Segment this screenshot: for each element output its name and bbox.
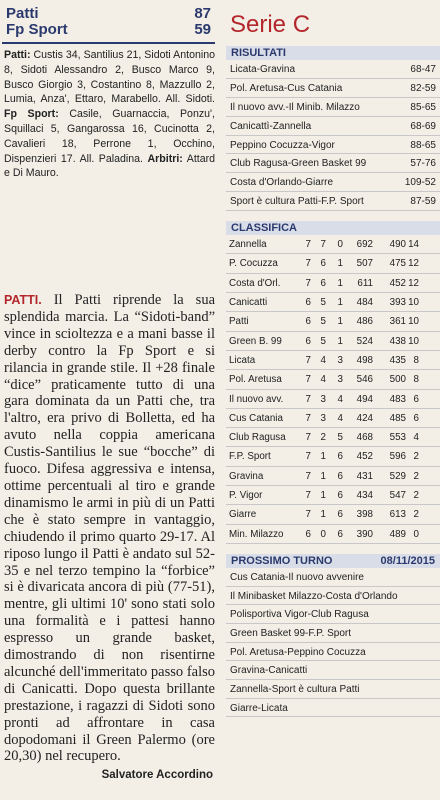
standings-played: 7 [305,470,311,482]
result-row [226,98,440,117]
standings-points-against: 438 [389,335,406,347]
section-title: Serie C [230,11,311,38]
standings-points: 6 [413,412,419,424]
standings-played: 6 [305,528,311,540]
fp-lineup: Casile, Guarnaccia, Ponzu', Squillaci 5, Gangarossa 16, Cucinotta 2, Cavalieri 18, Perrone 1, Occhino, Dispenzieri 17. All. Paladina. [4,108,215,165]
result-score: 85-65 [410,101,436,113]
standings-lost: 4 [337,412,343,424]
standings-points-against: 393 [389,297,406,309]
standings-lost: 6 [337,451,343,463]
results-title: RISULTATI [231,47,286,59]
standings-team: Patti [229,316,249,328]
standings-team: Zannella [229,239,267,251]
results-table [226,60,440,211]
standings-points-for: 398 [356,509,373,521]
standings-lost: 1 [337,335,343,347]
next-round-match: Green Basket 99-F.P. Sport [226,624,440,643]
standings-won: 7 [320,239,326,251]
standings-points: 14 [408,239,419,251]
standings-played: 7 [305,354,311,366]
standings-points-against: 553 [389,432,406,444]
standings-played: 7 [305,489,311,501]
standings-points-for: 484 [356,297,373,309]
result-match: Costa d'Orlando-Giarre [230,177,334,189]
standings-points-for: 498 [356,354,373,366]
standings-team: Canicatti [229,297,268,309]
standings-won: 6 [320,258,326,270]
standings-lost: 3 [337,374,343,386]
standings-row [226,525,440,544]
standings-played: 6 [305,335,311,347]
standings-played: 7 [305,412,311,424]
standings-team: Club Ragusa [229,432,286,444]
patti-lineup-label: Patti: [4,49,31,61]
standings-team: F.P. Sport [229,451,271,463]
standings-points: 10 [408,297,419,309]
dateline: PATTI. [4,293,42,307]
result-row [226,192,440,211]
standings-played: 7 [305,393,311,405]
referees-label: Arbitri: [147,152,183,165]
standings-points-for: 546 [356,374,373,386]
standings-team: P. Cocuzza [229,258,278,270]
next-round-match: Gravina-Canicatti [226,661,440,680]
standings-lost: 6 [337,509,343,521]
standings-points: 10 [408,316,419,328]
result-score: 68-47 [410,64,436,75]
article-column [0,0,219,800]
standings-won: 1 [320,451,326,463]
final-score [2,6,215,44]
article-body [0,286,219,765]
standings-team: Licata [229,354,256,366]
standings-played: 7 [305,277,311,289]
standings-team: P. Vigor [229,489,263,501]
standings-row [226,351,440,370]
result-score: 109-52 [404,177,436,189]
result-row [226,60,440,79]
standings-won: 4 [320,374,326,386]
standings-row [226,447,440,466]
standings-played: 7 [305,258,311,270]
standings-points: 2 [413,451,419,463]
standings-played: 7 [305,509,311,521]
article-text: Il Patti riprende la sua splendida marcia. La “Sidoti-band” vince in scioltezza e a mani basse il derby contro la Fp Sport e si rilancia in grande stile. Il +28 finale “dice” praticamente tutto di una gara dominata da un Patti che, tra l'altro, era privo di Bolletta, ed ha avuto nella coppia americana Custis-Santilius le sue “bocche” di fuoco. Difesa aggressiva e intensa, ottime percentuali al tiro e grande dinamismo le armi in più di un Patti che è stato sempre in vantaggio, chiudendo il primo quarto 29-17. Al riposo lungo il Patti è andato sul 52-35 e nel terzo tempino la “forbice” si è divaricata ancora di più (77-51), mentre, gli ultimi 10' sono stati solo una formalità e i pattesi hanno espresso un grande basket, dimostrando di non risentirne alcunché dell'immeritato passo falso di Canicatti. Dopo questa brillante prestazione, i ragazzi di Sidoti sono pronti ad affrontare in casa dopodomani il Green Palermo (ore 20,30) nel recupero. [4,292,216,765]
standings-points-against: 361 [389,316,406,328]
standings-row [226,505,440,524]
standings-points-for: 611 [357,277,373,289]
standings-lost: 1 [337,316,343,328]
standings-played: 7 [305,374,311,386]
standings-team: Green B. 99 [229,335,282,347]
result-score: 87-59 [410,196,436,208]
next-round-match: Giarre-Licata [226,699,440,718]
standings-won: 3 [320,393,326,405]
result-match: Pol. Aretusa-Cus Catania [230,82,343,94]
standings-row [226,390,440,409]
standings-points-for: 507 [356,258,373,270]
standings-points: 10 [408,335,419,347]
standings-points-against: 485 [389,412,406,424]
standings-row [226,332,440,351]
result-match: Sport è cultura Patti-F.P. Sport [230,196,364,208]
standings-points-for: 431 [356,470,373,482]
standings-played: 7 [305,432,311,444]
result-score: 88-65 [410,139,436,151]
result-score: 82-59 [410,82,436,94]
result-match: Il nuovo avv.-Il Minib. Milazzo [230,101,360,113]
standings-won: 6 [320,277,326,289]
results-header [226,46,440,60]
result-score: 57-76 [410,158,436,170]
result-match: Peppino Cocuzza-Vigor [230,139,335,151]
standings-won: 1 [320,470,326,482]
standings-won: 5 [320,335,326,347]
result-match: Licata-Gravina [230,64,296,75]
standings-won: 1 [320,509,326,521]
fp-lineup-label: Fp Sport: [4,108,59,121]
standings-points-against: 483 [389,393,406,405]
patti-lineup: Custis 34, Santilius 21, Sidoti Antonino 8, Sidoti Alessandro 2, Busco Marco 9, Busco Giorgio 3, Costantino 8, Mazzullo 2, Lumia, Anza', Ettaro, Marabello. All. Sidoti. [4,49,215,106]
standings-lost: 1 [337,297,343,309]
standings-won: 3 [320,412,326,424]
standings-lost: 6 [337,489,343,501]
standings-points: 2 [413,509,419,521]
next-round-match: Zannella-Sport è cultura Patti [226,680,440,699]
standings-lost: 4 [337,393,343,405]
standings-points: 12 [408,258,419,270]
standings-team: Cus Catania [229,412,283,424]
standings-points-for: 494 [356,393,373,405]
standings-points: 2 [413,470,419,482]
standings-lost: 6 [337,470,343,482]
result-row [226,136,440,155]
home-team: Patti [6,5,39,22]
standings-points-against: 547 [389,489,406,501]
standings-points: 8 [413,374,419,386]
standings-row [226,254,440,273]
standings-points-against: 435 [389,354,406,366]
standings-points-against: 596 [389,451,406,463]
standings-row [226,409,440,428]
next-round-list [226,568,440,718]
standings-column [226,0,440,800]
standings-points: 2 [413,489,419,501]
standings-points-for: 692 [356,239,373,251]
standings-points-against: 500 [389,374,406,386]
standings-points: 8 [413,354,419,366]
standings-header [226,221,440,235]
standings-won: 0 [320,528,326,540]
standings-lost: 6 [337,528,343,540]
standings-team: Gravina [229,470,264,482]
standings-table [226,235,440,544]
standings-team: Costa d'Orl. [229,277,281,289]
standings-row [226,235,440,254]
standings-lost: 1 [337,277,343,289]
next-round-match: Cus Catania-Il nuovo avvenire [226,568,440,587]
next-round-header [226,554,440,568]
standings-won: 5 [320,297,326,309]
standings-won: 4 [320,354,326,366]
standings-row [226,486,440,505]
standings-team: Giarre [229,509,257,521]
standings-won: 2 [320,432,326,444]
standings-row [226,370,440,389]
standings-points-against: 529 [389,470,406,482]
home-score: 87 [194,5,211,22]
standings-row [226,312,440,331]
result-row [226,79,440,98]
standings-points-for: 524 [356,335,373,347]
standings-team: Pol. Aretusa [229,374,282,386]
standings-points-for: 390 [356,528,373,540]
result-match: Club Ragusa-Green Basket 99 [230,158,367,170]
lineups [0,44,219,286]
standings-points-against: 452 [389,277,406,289]
home-score-row [2,6,215,22]
result-match: Canicattì-Zannella [230,120,312,132]
standings-points-against: 613 [389,509,406,521]
next-round-date: 08/11/2015 [380,554,435,567]
away-score: 59 [194,21,211,38]
standings-won: 1 [320,489,326,501]
result-row [226,154,440,173]
standings-team: Min. Milazzo [229,528,284,540]
standings-points-against: 490 [389,239,406,251]
standings-points-for: 452 [356,451,373,463]
standings-points: 12 [408,277,419,289]
result-row [226,117,440,136]
standings-points-against: 475 [389,258,406,270]
standings-row [226,274,440,293]
standings-played: 7 [305,451,311,463]
author: Salvatore Accordino [101,769,213,782]
result-score: 68-69 [410,120,436,132]
standings-lost: 5 [337,432,343,444]
standings-lost: 0 [337,239,343,251]
standings-played: 7 [305,239,311,251]
next-round-match: Pol. Aretusa-Peppino Cocuzza [226,643,440,662]
standings-points-for: 424 [356,412,373,424]
next-round-title: PROSSIMO TURNO [231,554,333,567]
referees: Attard e Di Mauro. [4,152,216,180]
result-row [226,173,440,192]
standings-lost: 3 [337,354,343,366]
standings-played: 6 [305,316,311,328]
standings-points: 4 [413,432,419,444]
standings-played: 6 [305,297,311,309]
standings-title: CLASSIFICA [231,222,297,235]
standings-points: 6 [413,393,419,405]
standings-team: Il nuovo avv. [229,393,284,405]
standings-row [226,428,440,447]
standings-points-for: 486 [356,316,373,328]
standings-row [226,293,440,312]
standings-row [226,467,440,486]
standings-points-for: 468 [356,432,373,444]
standings-points: 0 [413,528,419,540]
away-team: Fp Sport [6,21,68,38]
standings-lost: 1 [337,258,343,270]
standings-points-for: 434 [356,489,373,501]
next-round-match: Il Minibasket Milazzo-Costa d'Orlando [226,587,440,606]
away-score-row [2,22,215,38]
next-round-match: Polisportiva Vigor-Club Ragusa [226,605,440,624]
standings-won: 5 [320,316,326,328]
standings-points-against: 489 [389,528,406,540]
